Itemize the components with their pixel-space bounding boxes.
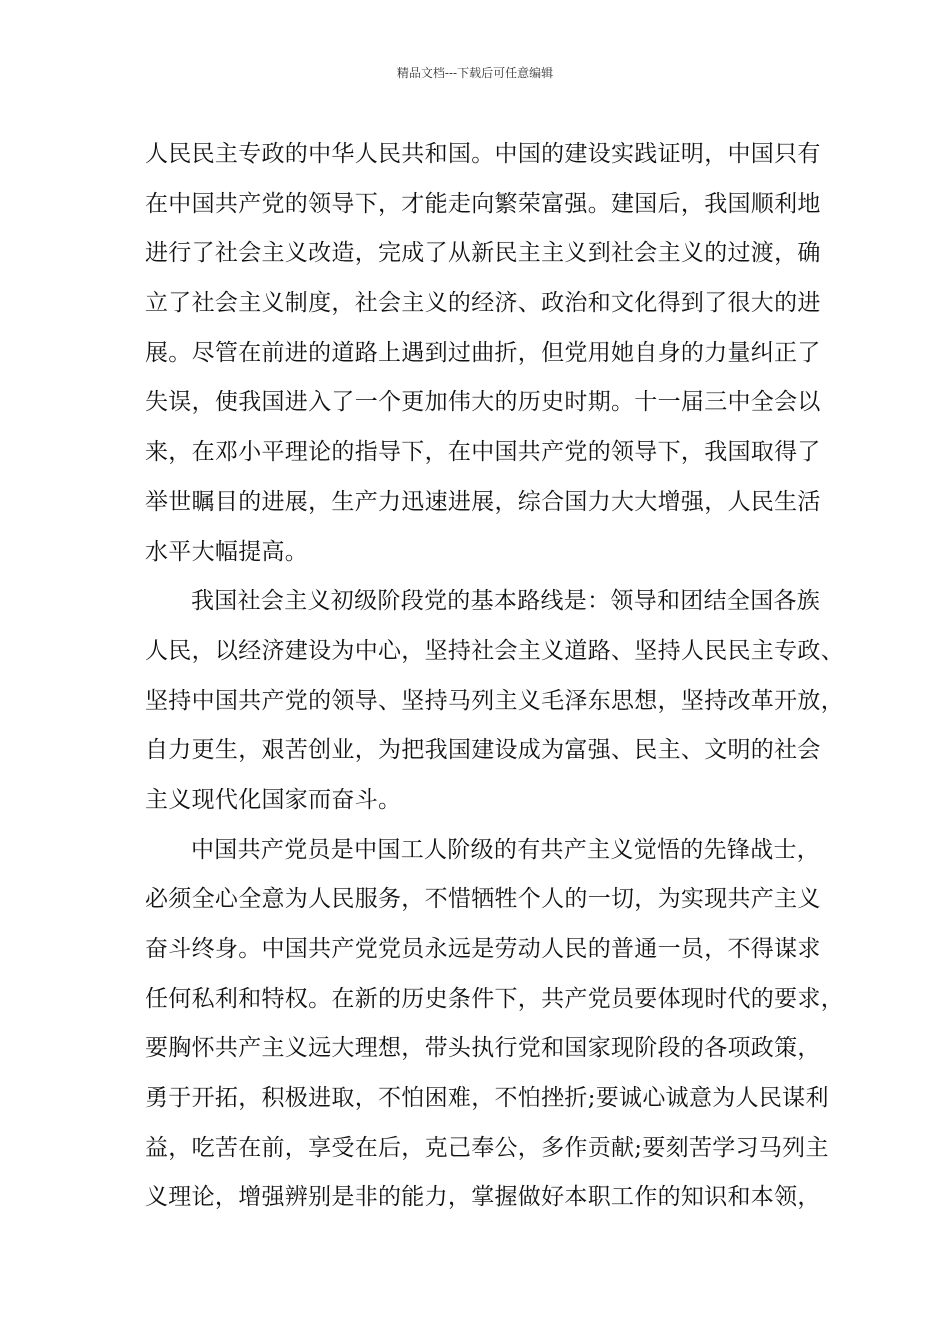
paragraph-2 bbox=[145, 577, 844, 825]
paragraph-line: 要胸怀共产主义远大理想，带头执行党和国家现阶段的各项政策， bbox=[145, 1035, 821, 1062]
paragraph-line: 展。尽管在前进的道路上遇到过曲折，但党用她自身的力量纠正了 bbox=[145, 339, 821, 366]
paragraph-line: 来，在邓小平理论的指导下，在中国共产党的领导下，我国取得了 bbox=[145, 439, 821, 466]
paragraph-line: 人民，以经济建设为中心，坚持社会主义道路、坚持人民民主专政、 bbox=[145, 637, 844, 664]
paragraph-line: 奋斗终身。中国共产党党员永远是劳动人民的普通一员，不得谋求 bbox=[145, 936, 821, 962]
paragraph-line: 进行了社会主义改造，完成了从新民主主义到社会主义的过渡，确 bbox=[145, 240, 821, 267]
paragraph-line: 必须全心全意为人民服务，不惜牺牲个人的一切，为实现共产主义 bbox=[145, 886, 821, 913]
paragraph-line: 人民民主专政的中华人民共和国。中国的建设实践证明，中国只有 bbox=[145, 141, 821, 167]
paragraph-line: 立了社会主义制度，社会主义的经济、政治和文化得到了很大的进 bbox=[145, 290, 821, 317]
paragraph-3 bbox=[145, 826, 844, 1224]
paragraph-line: 失误，使我国进入了一个更加伟大的历史时期。十一届三中全会以 bbox=[145, 389, 821, 416]
paragraph-line: 水平大幅提高。 bbox=[145, 538, 309, 565]
paragraph-line: 坚持中国共产党的领导、坚持马列主义毛泽东思想，坚持改革开放， bbox=[145, 687, 844, 714]
paragraph-line: 益，吃苦在前，享受在后，克己奉公，多作贡献;要刻苦学习马列主 bbox=[145, 1134, 829, 1161]
page-header: 精品文档---下载后可任意编辑 bbox=[396, 66, 554, 80]
paragraph-line: 自力更生，艰苦创业，为把我国建设成为富强、民主、文明的社会 bbox=[145, 737, 821, 764]
paragraph-line: 举世瞩目的进展，生产力迅速进展，综合国力大大增强，人民生活 bbox=[145, 488, 821, 515]
paragraph-line: 义理论，增强辨别是非的能力，掌握做好本职工作的知识和本领， bbox=[145, 1184, 821, 1211]
document-body bbox=[145, 130, 844, 1223]
paragraph-first-line: 我国社会主义初级阶段党的基本路线是：领导和团结全国各族 bbox=[191, 588, 821, 615]
paragraph-first-line: 中国共产党员是中国工人阶级的有共产主义觉悟的先锋战士， bbox=[191, 836, 821, 863]
paragraph-1 bbox=[145, 130, 835, 577]
paragraph-line: 主义现代化国家而奋斗。 bbox=[145, 786, 402, 813]
paragraph-line: 勇于开拓，积极进取，不怕困难，不怕挫折;要诚心诚意为人民谋利 bbox=[145, 1085, 829, 1112]
paragraph-line: 任何私利和特权。在新的历史条件下，共产党员要体现时代的要求， bbox=[145, 985, 844, 1012]
paragraph-line: 在中国共产党的领导下，才能走向繁荣富强。建国后，我国顺利地 bbox=[145, 190, 821, 217]
